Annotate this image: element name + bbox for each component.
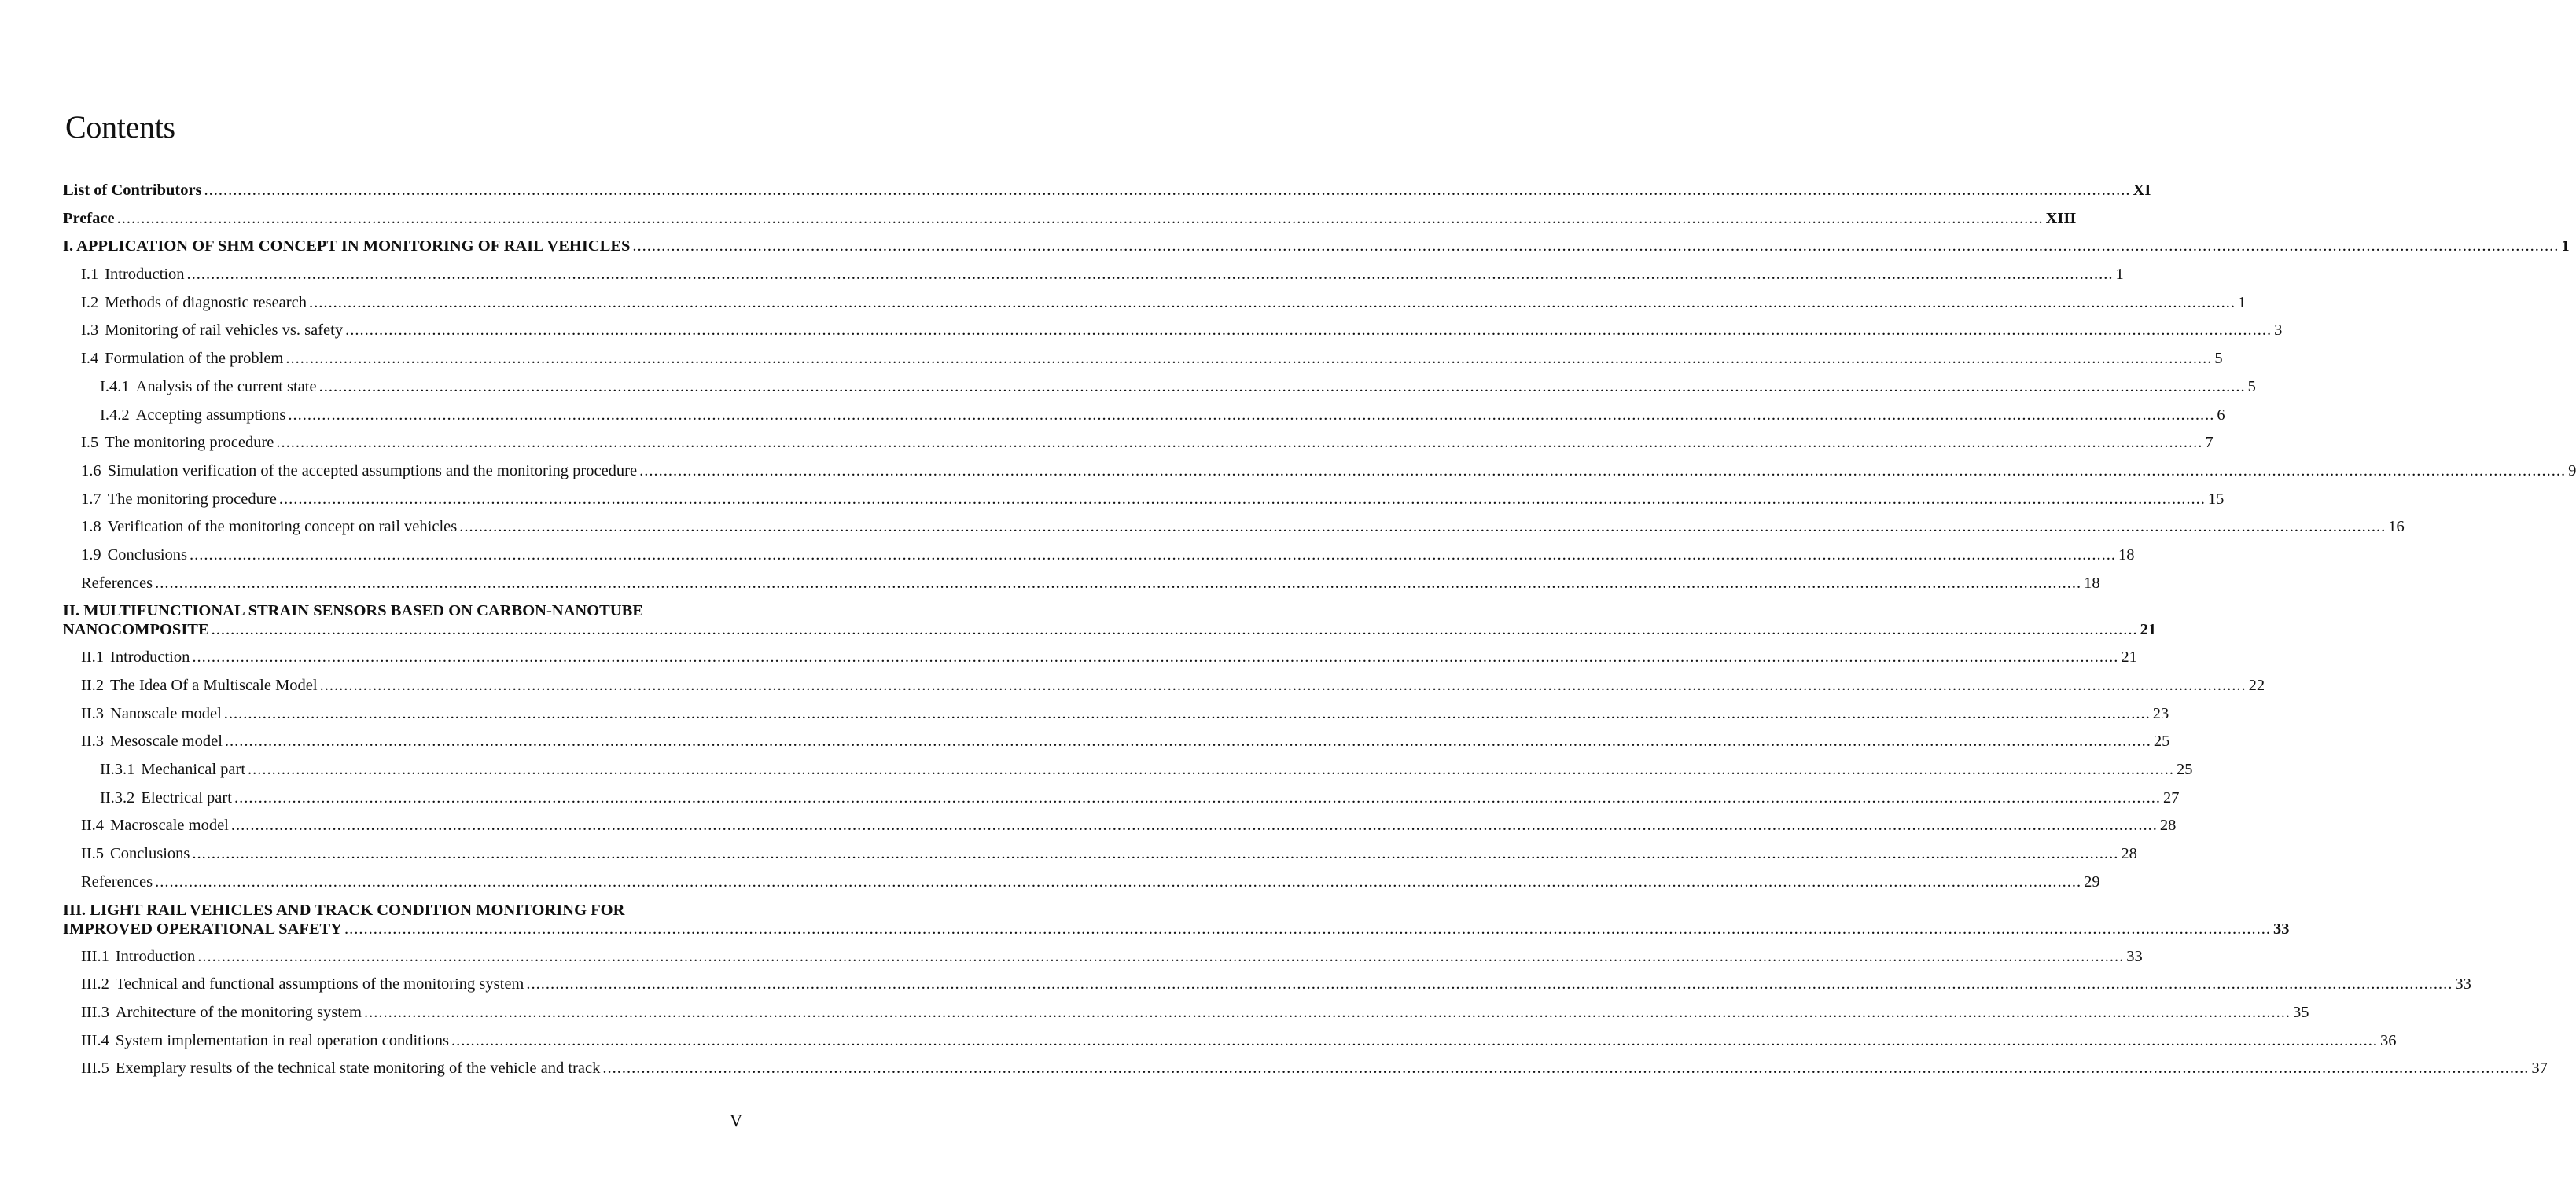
- toc-entry[interactable]: [63, 648, 2137, 676]
- table-of-contents: [63, 181, 2576, 1087]
- toc-entry-title: Architecture of the monitoring system: [115, 1003, 362, 1021]
- toc-entry-title: Analysis of the current state: [135, 377, 317, 395]
- toc-entry-page: 25: [2177, 761, 2193, 779]
- toc-entry-title: Introduction: [115, 947, 196, 965]
- toc-entry-number: II.3.1: [100, 761, 135, 779]
- toc-entry-title: Conclusions: [107, 545, 187, 564]
- toc-entry[interactable]: [63, 1031, 2397, 1060]
- toc-entry-number: 1.6: [81, 461, 101, 479]
- toc-entry-page: 21: [2140, 621, 2157, 639]
- toc-entry-number: I.1: [81, 266, 99, 284]
- toc-entry[interactable]: [63, 433, 2214, 461]
- dot-leader: ................................................................................................................................................................................................................................................................................................................................................................................................................: [451, 1031, 2379, 1049]
- dot-leader: ................................................................................................................................................................................................................................................................................................................................................................................................................: [459, 518, 2386, 536]
- dot-leader: ................................................................................................................................................................................................................................................................................................................................................................................................................: [278, 490, 2206, 508]
- toc-entry-number: I.5: [81, 434, 99, 452]
- toc-entry[interactable]: [63, 181, 2151, 209]
- toc-entry-title: Monitoring of rail vehicles vs. safety: [105, 321, 344, 340]
- toc-entry-page: 1: [2115, 266, 2124, 284]
- toc-entry-number: II.3: [81, 733, 105, 751]
- toc-entry[interactable]: [63, 788, 2180, 817]
- toc-entry[interactable]: [63, 517, 2405, 545]
- toc-entry-page: XIII: [2045, 209, 2077, 227]
- dot-leader: ................................................................................................................................................................................................................................................................................................................................................................................................................: [155, 574, 2082, 592]
- toc-entry-title-line1: III. LIGHT RAIL VEHICLES AND TRACK CONDITION MONITORING FOR: [63, 901, 625, 919]
- toc-entry-number: I.4.2: [100, 406, 130, 424]
- toc-entry-title: Accepting assumptions: [135, 406, 286, 424]
- toc-entry-number: I.4: [81, 350, 99, 368]
- dot-leader: ................................................................................................................................................................................................................................................................................................................................................................................................................: [344, 920, 2271, 938]
- toc-entry[interactable]: [63, 1003, 2309, 1031]
- toc-entry[interactable]: [63, 237, 2570, 265]
- toc-entry-title: Mesoscale model: [110, 733, 223, 751]
- toc-entry[interactable]: [63, 816, 2177, 844]
- toc-entry-page: 35: [2292, 1003, 2309, 1021]
- toc-entry-number: I.4.1: [100, 377, 130, 395]
- dot-leader: ................................................................................................................................................................................................................................................................................................................................................................................................................: [155, 872, 2082, 891]
- toc-entry-number: 1.7: [81, 490, 101, 508]
- toc-entry[interactable]: [63, 901, 2290, 938]
- toc-entry[interactable]: [63, 975, 2471, 1003]
- toc-entry[interactable]: [63, 676, 2265, 704]
- dot-leader: ................................................................................................................................................................................................................................................................................................................................................................................................................: [234, 788, 2161, 806]
- toc-entry[interactable]: [63, 872, 2100, 901]
- toc-entry-number: II.3: [81, 704, 105, 722]
- toc-entry-title: Formulation of the problem: [105, 350, 284, 368]
- toc-entry-title: Mechanical part: [141, 761, 246, 779]
- toc-entry[interactable]: [63, 349, 2223, 377]
- toc-entry-page: XI: [2133, 182, 2151, 199]
- toc-entry-title: NANOCOMPOSITE: [63, 621, 209, 639]
- toc-entry-page: 33: [2455, 975, 2471, 994]
- toc-entry-page: 9: [2568, 461, 2576, 479]
- toc-entry-title: List of Contributors: [63, 182, 202, 199]
- toc-entry[interactable]: [63, 704, 2169, 733]
- toc-entry-number: III.2: [81, 975, 109, 994]
- toc-entry-title: Exemplary results of the technical state monitoring of the vehicle and track: [115, 1060, 601, 1078]
- dot-leader: ................................................................................................................................................................................................................................................................................................................................................................................................................: [190, 545, 2116, 564]
- toc-entry-title: Electrical part: [141, 788, 232, 806]
- toc-entry-page: 1: [2237, 293, 2247, 311]
- toc-entry[interactable]: [63, 760, 2193, 788]
- toc-entry-page: 36: [2380, 1031, 2397, 1049]
- dot-leader: ................................................................................................................................................................................................................................................................................................................................................................................................................: [288, 406, 2215, 424]
- dot-leader: ................................................................................................................................................................................................................................................................................................................................................................................................................: [602, 1060, 2530, 1078]
- toc-entry-page: 27: [2162, 788, 2180, 806]
- toc-entry-page: 15: [2207, 490, 2225, 508]
- toc-entry[interactable]: [63, 490, 2225, 518]
- toc-entry[interactable]: [63, 265, 2124, 293]
- dot-leader: ................................................................................................................................................................................................................................................................................................................................................................................................................: [211, 621, 2138, 639]
- toc-entry-title-line1: II. MULTIFUNCTIONAL STRAIN SENSORS BASED ON CARBON-NANOTUBE: [63, 602, 643, 620]
- dot-leader: ................................................................................................................................................................................................................................................................................................................................................................................................................: [224, 733, 2151, 751]
- toc-entry[interactable]: [63, 574, 2100, 602]
- toc-entry-title: Verification of the monitoring concept on rail vehicles: [107, 518, 458, 536]
- page-number: V: [730, 1111, 742, 1130]
- toc-entry-page: 18: [2118, 545, 2135, 564]
- dot-leader: ................................................................................................................................................................................................................................................................................................................................................................................................................: [192, 648, 2119, 667]
- toc-entry-page: 28: [2121, 845, 2137, 863]
- toc-entry[interactable]: [63, 321, 2283, 349]
- dot-leader: ................................................................................................................................................................................................................................................................................................................................................................................................................: [639, 461, 2567, 479]
- toc-entry-title: Introduction: [110, 648, 190, 667]
- toc-entry-title: Nanoscale model: [110, 704, 222, 722]
- dot-leader: ................................................................................................................................................................................................................................................................................................................................................................................................................: [197, 947, 2125, 965]
- toc-entry-title: System implementation in real operation conditions: [115, 1031, 450, 1049]
- toc-entry-page: 5: [2214, 350, 2223, 368]
- toc-entry-title: References: [81, 872, 153, 891]
- toc-entry-number: III.5: [81, 1060, 109, 1078]
- dot-leader: ................................................................................................................................................................................................................................................................................................................................................................................................................: [632, 237, 2559, 255]
- toc-entry-title: I. APPLICATION OF SHM CONCEPT IN MONITORING OF RAIL VEHICLES: [63, 237, 631, 255]
- toc-entry-number: 1.9: [81, 545, 101, 564]
- page-title: Contents: [65, 109, 175, 145]
- toc-entry-number: I.2: [81, 293, 99, 311]
- toc-entry[interactable]: [63, 377, 2256, 406]
- dot-leader: ................................................................................................................................................................................................................................................................................................................................................................................................................: [204, 182, 2131, 199]
- toc-entry-page: 33: [2126, 947, 2143, 965]
- toc-entry-page: 6: [2217, 406, 2225, 424]
- toc-entry-title: IMPROVED OPERATIONAL SAFETY: [63, 920, 342, 938]
- dot-leader: ................................................................................................................................................................................................................................................................................................................................................................................................................: [363, 1003, 2291, 1021]
- toc-entry-number: I.3: [81, 321, 99, 340]
- toc-entry-page: 22: [2248, 677, 2265, 694]
- dot-leader: ................................................................................................................................................................................................................................................................................................................................................................................................................: [276, 434, 2203, 452]
- toc-entry-title: Technical and functional assumptions of the monitoring system: [115, 975, 524, 994]
- toc-entry[interactable]: [63, 461, 2576, 490]
- toc-entry-title: The monitoring procedure: [107, 490, 277, 508]
- toc-entry[interactable]: [63, 545, 2135, 574]
- toc-entry-number: III.3: [81, 1003, 109, 1021]
- toc-entry-title: Introduction: [105, 266, 185, 284]
- toc-entry-title: Preface: [63, 209, 115, 227]
- toc-entry-title: Simulation verification of the accepted assumptions and the monitoring procedure: [107, 461, 638, 479]
- dot-leader: ................................................................................................................................................................................................................................................................................................................................................................................................................: [308, 293, 2236, 311]
- dot-leader: ................................................................................................................................................................................................................................................................................................................................................................................................................: [116, 209, 2044, 227]
- toc-entry-title: References: [81, 574, 153, 592]
- toc-entry[interactable]: [63, 1059, 2548, 1087]
- dot-leader: ................................................................................................................................................................................................................................................................................................................................................................................................................: [526, 975, 2453, 994]
- toc-entry-number: II.4: [81, 817, 105, 835]
- toc-entry-page: 37: [2531, 1060, 2548, 1078]
- toc-entry[interactable]: [63, 844, 2137, 872]
- toc-entry-page: 23: [2152, 704, 2169, 722]
- toc-entry-title: Methods of diagnostic research: [105, 293, 307, 311]
- toc-entry-number: 1.8: [81, 518, 101, 536]
- toc-entry[interactable]: [63, 209, 2077, 237]
- toc-entry-page: 18: [2084, 574, 2100, 592]
- dot-leader: ................................................................................................................................................................................................................................................................................................................................................................................................................: [285, 350, 2213, 368]
- toc-entry-page: 21: [2121, 648, 2137, 667]
- toc-entry[interactable]: [63, 406, 2225, 434]
- toc-entry-title: Conclusions: [110, 845, 190, 863]
- dot-leader: ................................................................................................................................................................................................................................................................................................................................................................................................................: [230, 817, 2158, 835]
- toc-entry-page: 16: [2388, 518, 2405, 536]
- toc-entry[interactable]: [63, 732, 2170, 760]
- toc-entry-page: 29: [2084, 872, 2100, 891]
- dot-leader: ................................................................................................................................................................................................................................................................................................................................................................................................................: [223, 704, 2151, 722]
- toc-entry-number: II.2: [81, 677, 105, 694]
- toc-entry-page: 28: [2159, 817, 2177, 835]
- dot-leader: ................................................................................................................................................................................................................................................................................................................................................................................................................: [345, 321, 2272, 340]
- dot-leader: ................................................................................................................................................................................................................................................................................................................................................................................................................: [186, 266, 2114, 284]
- toc-entry[interactable]: [63, 293, 2247, 321]
- toc-entry-number: II.1: [81, 648, 105, 667]
- toc-entry-number: III.1: [81, 947, 109, 965]
- dot-leader: ................................................................................................................................................................................................................................................................................................................................................................................................................: [319, 677, 2247, 694]
- toc-entry-page: 25: [2153, 733, 2170, 751]
- toc-entry-page: 5: [2247, 377, 2256, 395]
- toc-entry-number: II.5: [81, 845, 105, 863]
- toc-entry-page: 3: [2274, 321, 2283, 340]
- dot-leader: ................................................................................................................................................................................................................................................................................................................................................................................................................: [248, 761, 2175, 779]
- toc-entry-number: II.3.2: [100, 788, 135, 806]
- toc-entry-page: 33: [2273, 920, 2290, 938]
- toc-entry[interactable]: [63, 601, 2157, 639]
- dot-leader: ................................................................................................................................................................................................................................................................................................................................................................................................................: [192, 845, 2119, 863]
- toc-entry-page: 7: [2205, 434, 2214, 452]
- toc-entry-title: The monitoring procedure: [105, 434, 274, 452]
- toc-entry-title: The Idea Of a Multiscale Model: [110, 677, 318, 694]
- toc-entry-number: III.4: [81, 1031, 109, 1049]
- dot-leader: ................................................................................................................................................................................................................................................................................................................................................................................................................: [318, 377, 2246, 395]
- toc-entry-page: 1: [2561, 237, 2570, 255]
- toc-entry[interactable]: [63, 947, 2143, 975]
- toc-entry-title: Macroscale model: [110, 817, 229, 835]
